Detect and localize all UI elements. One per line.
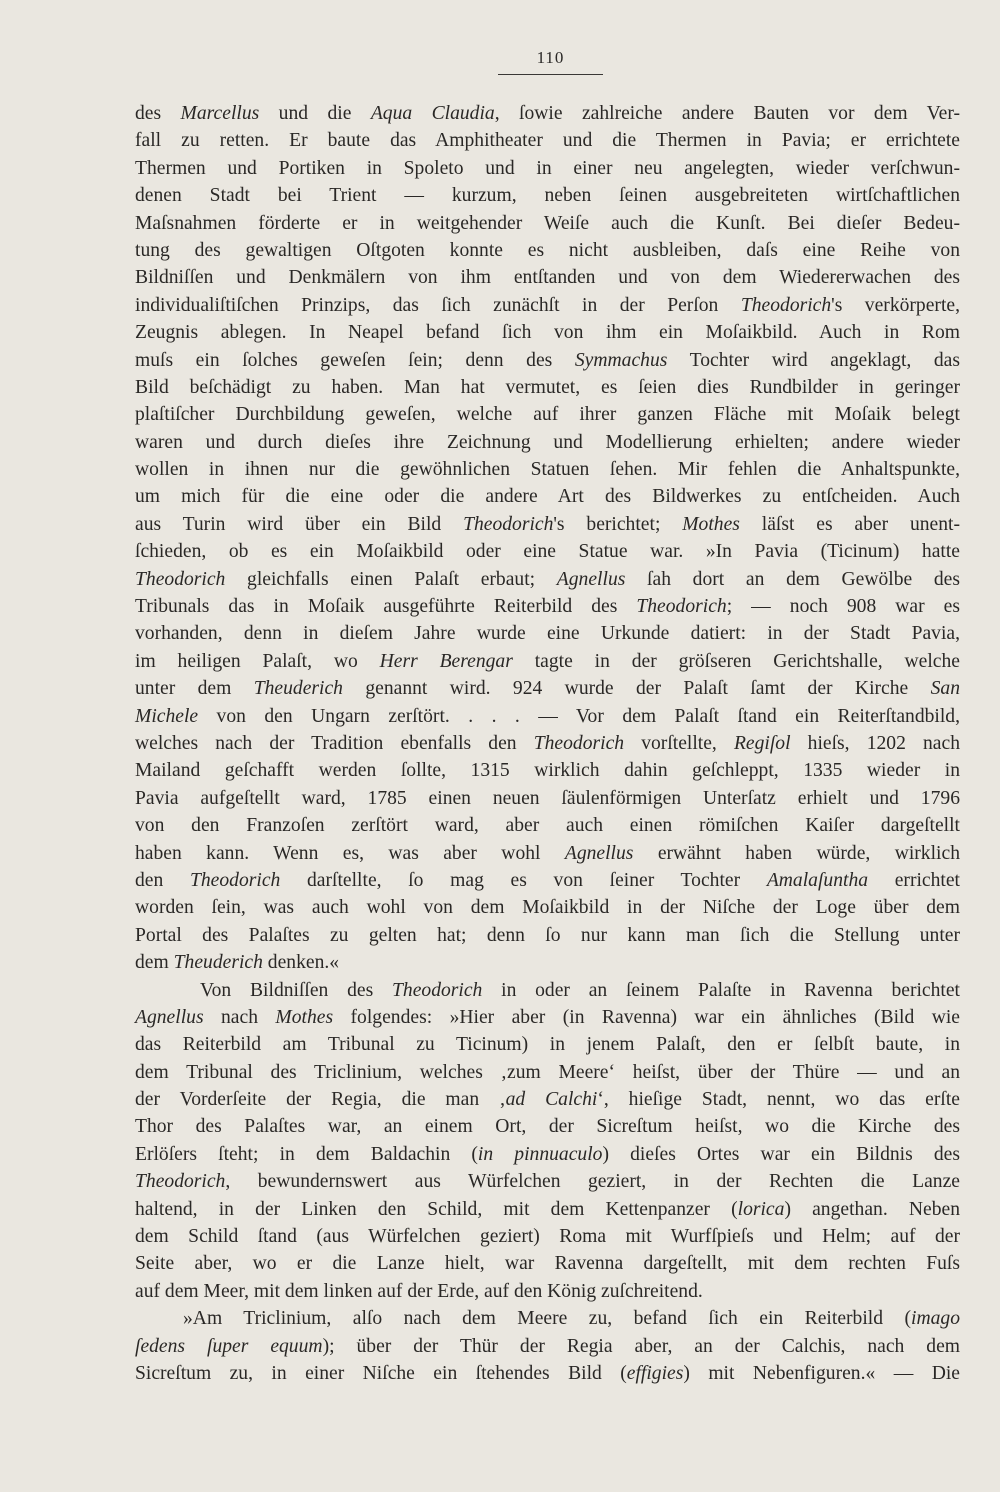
- text-line: [135, 977, 960, 1004]
- text-line: [135, 922, 960, 949]
- text-run: ‘, hieſige Stadt, nennt, wo das erſte: [597, 1089, 960, 1111]
- page-number: 110: [498, 48, 603, 75]
- text-run: ) dieſes Ortes war ein Bildnis des: [602, 1143, 960, 1165]
- text-run: welches nach der Tradition ebenfalls den: [135, 732, 534, 754]
- text-run: ) angethan. Neben: [784, 1198, 960, 1220]
- text-line: [135, 894, 960, 921]
- text-run: fall zu retten. Er baute das Amphitheater und die Thermen in Pavia; er errichtete: [135, 130, 960, 152]
- text-line: [135, 1004, 960, 1031]
- text-line: [135, 703, 960, 730]
- text-run: tagte in der gröſseren Gerichtshalle, welche: [512, 650, 960, 672]
- italic-text: Theuderich: [173, 952, 263, 974]
- text-line: [135, 456, 960, 483]
- italic-text: Theuderich: [253, 678, 343, 700]
- italic-text: Agnellus: [135, 1006, 204, 1028]
- text-run: muſs ein ſolches geweſen ſein; denn des: [135, 349, 575, 371]
- text-line: [135, 264, 960, 291]
- text-run: unter dem: [135, 678, 254, 700]
- text-run: haltend, in der Linken den Schild, mit dem Kettenpanzer (: [135, 1198, 738, 1220]
- italic-text: Theodorich: [135, 568, 226, 590]
- text-run: haben kann. Wenn es, was aber wohl: [135, 842, 565, 864]
- italic-text: Theodorich: [533, 732, 625, 754]
- text-line: [135, 100, 960, 127]
- text-run: ; — noch 908 war es: [726, 596, 960, 618]
- italic-text: Mothes: [682, 513, 740, 535]
- italic-text: Symmachus: [574, 349, 668, 371]
- text-run: von den Franzoſen zerſtört ward, aber auch einen römiſchen Kaiſer dargeſtellt: [135, 815, 960, 837]
- text-line: [135, 319, 960, 346]
- text-run: tung des gewaltigen Oſtgoten konnte es nicht ausbleiben, daſs eine Reihe von: [135, 239, 960, 261]
- text-line: [135, 347, 960, 374]
- body-text: [135, 100, 960, 1387]
- text-line: [135, 1360, 960, 1387]
- text-line: [135, 182, 960, 209]
- paragraph: [135, 100, 960, 977]
- text-run: nach: [203, 1006, 276, 1028]
- paragraph: [135, 1305, 960, 1387]
- text-run: wollen in ihnen nur die gewöhnlichen Statuen ſehen. Mir fehlen die Anhaltspunkte,: [135, 459, 960, 481]
- text-line: [135, 757, 960, 784]
- text-run: vorſtellte,: [624, 732, 734, 754]
- italic-text: Theodorich: [135, 1171, 226, 1193]
- text-run: Thor des Palaſtes war, an einem Ort, der Sicreſtum heiſst, wo die Kirche des: [135, 1116, 960, 1138]
- text-run: dem Schild ſtand (aus Würfelchen geziert) Roma mit Wurfſpieſs und Helm; auf der: [135, 1226, 960, 1248]
- text-run: vorhanden, denn in dieſem Jahre wurde eine Urkunde datiert: in der Stadt Pavia,: [135, 623, 960, 645]
- italic-text: Theodorich: [636, 596, 727, 618]
- text-run: und die: [259, 103, 371, 124]
- text-run: in oder an ſeinem Palaſte in Ravenna berichtet: [482, 979, 960, 1001]
- text-line: [135, 1031, 960, 1058]
- text-run: denen Stadt bei Trient — kurzum, neben ſeinen ausgebreiteten wirtſchaftlichen: [135, 185, 960, 207]
- text-run: Portal des Palaſtes zu gelten hat; denn ſo nur kann man ſich die Stellung unter: [135, 924, 960, 946]
- text-line: [135, 401, 960, 428]
- italic-text: Theodorich: [189, 869, 281, 891]
- italic-text: Agnellus: [564, 842, 634, 864]
- text-line: [135, 429, 960, 456]
- text-line: [135, 566, 960, 593]
- text-run: Tochter wird angeklagt, das: [667, 349, 960, 371]
- italic-text: Aqua Claudia: [370, 103, 495, 124]
- text-run: von den Ungarn zerſtört. . . . — Vor dem Palaſt ſtand ein Reiterſtandbild,: [198, 705, 960, 727]
- text-run: denken.«: [262, 952, 340, 974]
- text-line: [135, 785, 960, 812]
- italic-text: imago: [911, 1308, 960, 1330]
- text-run: Seite aber, wo er die Lanze hielt, war Ravenna dargeſtellt, mit dem rechten Fuſs: [135, 1253, 960, 1275]
- text-run: individualiſtiſchen Prinzips, das ſich zunächſt in der Perſon: [135, 294, 741, 316]
- text-run: das Reiterbild am Tribunal zu Ticinum) in jenem Palaſt, den er ſelbſt baute, in: [135, 1034, 960, 1056]
- italic-text: Marcellus: [180, 103, 260, 124]
- text-line: [135, 1223, 960, 1250]
- text-line: [135, 483, 960, 510]
- text-run: Maſsnahmen förderte er in weitgehender Weiſe auch die Kunſt. Bei dieſer Bedeu-: [135, 212, 960, 234]
- text-run: darſtellte, ſo mag es von ſeiner Tochter: [280, 869, 767, 891]
- text-line: [135, 840, 960, 867]
- text-run: auf dem Meer, mit dem linken auf der Erde, auf den König zuſchreitend.: [135, 1280, 703, 1302]
- text-run: »Am Triclinium, alſo nach dem Meere zu, befand ſich ein Reiterbild (: [183, 1308, 912, 1330]
- text-run: Tribunals das in Moſaik ausgeführte Reiterbild des: [135, 596, 637, 618]
- italic-text: in pinnuaculo: [477, 1143, 603, 1165]
- text-run: genannt wird. 924 wurde der Palaſt ſamt der Kirche: [342, 678, 931, 700]
- italic-text: Theodorich: [740, 294, 832, 316]
- text-line: [135, 1113, 960, 1140]
- text-line: [135, 292, 960, 319]
- italic-text: effigies: [626, 1362, 684, 1384]
- text-line: [135, 675, 960, 702]
- text-line: [135, 374, 960, 401]
- text-run: ſah dort an dem Gewölbe des: [625, 568, 961, 590]
- text-line: [135, 1086, 960, 1113]
- italic-text: ad Calchi: [505, 1089, 598, 1111]
- text-run: gleichfalls einen Palaſt erbaut;: [225, 568, 557, 590]
- text-run: der Vorderſeite der Regia, die man ‚: [135, 1089, 506, 1111]
- text-line: [135, 1333, 960, 1360]
- italic-text: lorica: [737, 1198, 785, 1220]
- text-line: [135, 511, 960, 538]
- text-line: [135, 593, 960, 620]
- italic-text: Theodorich: [463, 513, 554, 535]
- italic-text: Regiſol: [733, 732, 791, 754]
- text-run: waren und durch dieſes ihre Zeichnung und Modellierung erhielten; andere wieder: [135, 431, 960, 453]
- text-line: [135, 127, 960, 154]
- text-run: 's berichtet;: [553, 513, 683, 535]
- text-line: [135, 730, 960, 757]
- text-run: ) mit Nebenfiguren.« — Die: [683, 1362, 961, 1384]
- text-run: im heiligen Palaſt, wo: [135, 650, 380, 672]
- text-run: , bewundernswert aus Würfelchen geziert, in der Rechten die Lanze: [225, 1171, 960, 1193]
- text-line: [135, 1059, 960, 1086]
- italic-text: Agnellus: [556, 568, 626, 590]
- text-line: [135, 155, 960, 182]
- text-run: Zeugnis ablegen. In Neapel befand ſich von ihm ein Moſaikbild. Auch in Rom: [135, 322, 960, 344]
- text-line: [135, 1278, 960, 1305]
- text-run: dem: [135, 952, 174, 974]
- text-line: [135, 210, 960, 237]
- text-line: [135, 1196, 960, 1223]
- italic-text: Herr Berengar: [379, 650, 513, 672]
- text-run: Pavia aufgeſtellt ward, 1785 einen neuen ſäulenförmigen Unterſatz erhielt und 1796: [135, 787, 960, 809]
- text-run: aus Turin wird über ein Bild: [135, 513, 464, 535]
- text-line: [135, 1250, 960, 1277]
- italic-text: San: [930, 678, 960, 700]
- text-line: [135, 812, 960, 839]
- text-run: , ſowie zahlreiche andere Bauten vor dem Ver-: [494, 103, 960, 124]
- text-run: 's verkörperte,: [831, 294, 960, 316]
- text-line: [135, 648, 960, 675]
- text-run: des: [135, 103, 181, 124]
- text-run: dem Tribunal des Triclinium, welches ‚zum Meere‘ heiſst, über der Thüre — und an: [135, 1061, 960, 1083]
- text-run: ſchieden, ob es ein Moſaikbild oder eine Statue war. »In Pavia (Ticinum) hatte: [135, 541, 960, 563]
- italic-text: Theodorich: [392, 979, 483, 1001]
- text-run: folgendes: »Hier aber (in Ravenna) war ein ähnliches (Bild wie: [333, 1006, 960, 1028]
- text-run: hieſs, 1202 nach: [790, 732, 960, 754]
- paragraph: [135, 977, 960, 1306]
- text-line: [135, 237, 960, 264]
- text-run: läſst es aber unent-: [739, 513, 961, 535]
- text-run: Bild beſchädigt zu haben. Man hat vermutet, es ſeien dies Rundbilder in geringer: [135, 376, 960, 398]
- text-line: [135, 949, 960, 976]
- text-run: Erlöſers ſteht; in dem Baldachin (: [135, 1143, 478, 1165]
- italic-text: Mothes: [275, 1006, 334, 1028]
- text-line: [135, 538, 960, 565]
- text-run: worden ſein, was auch wohl von dem Moſaikbild in der Niſche der Loge über dem: [135, 897, 960, 919]
- italic-text: Amalaſuntha: [766, 869, 869, 891]
- text-run: den: [135, 869, 190, 891]
- italic-text: Michele: [135, 705, 199, 727]
- text-run: errichtet: [868, 869, 960, 891]
- text-run: Bildniſſen und Denkmälern von ihm entſtanden und von dem Wiedererwachen des: [135, 267, 960, 289]
- text-run: Mailand geſchafft werden ſollte, 1315 wirklich dahin geſchleppt, 1335 wieder in: [135, 760, 960, 782]
- text-run: erwähnt haben würde, wirklich: [633, 842, 960, 864]
- text-line: [135, 1168, 960, 1195]
- text-run: plaſtiſcher Durchbildung geweſen, welche auf ihrer ganzen Fläche mit Moſaik belegt: [135, 404, 960, 426]
- text-line: [135, 1305, 960, 1332]
- text-line: [135, 867, 960, 894]
- text-line: [135, 620, 960, 647]
- italic-text: ſedens ſuper equum: [135, 1335, 323, 1357]
- text-line: [135, 1141, 960, 1168]
- text-run: Von Bildniſſen des: [200, 979, 393, 1001]
- text-run: Thermen und Portiken in Spoleto und in einer neu angelegten, wieder verſchwun-: [135, 157, 960, 179]
- text-run: ); über der Thür der Regia aber, an der Calchis, nach dem: [322, 1335, 961, 1357]
- text-run: um mich für die eine oder die andere Art des Bildwerkes zu entſcheiden. Auch: [135, 486, 960, 508]
- text-run: Sicreſtum zu, in einer Niſche ein ſtehendes Bild (: [135, 1362, 627, 1384]
